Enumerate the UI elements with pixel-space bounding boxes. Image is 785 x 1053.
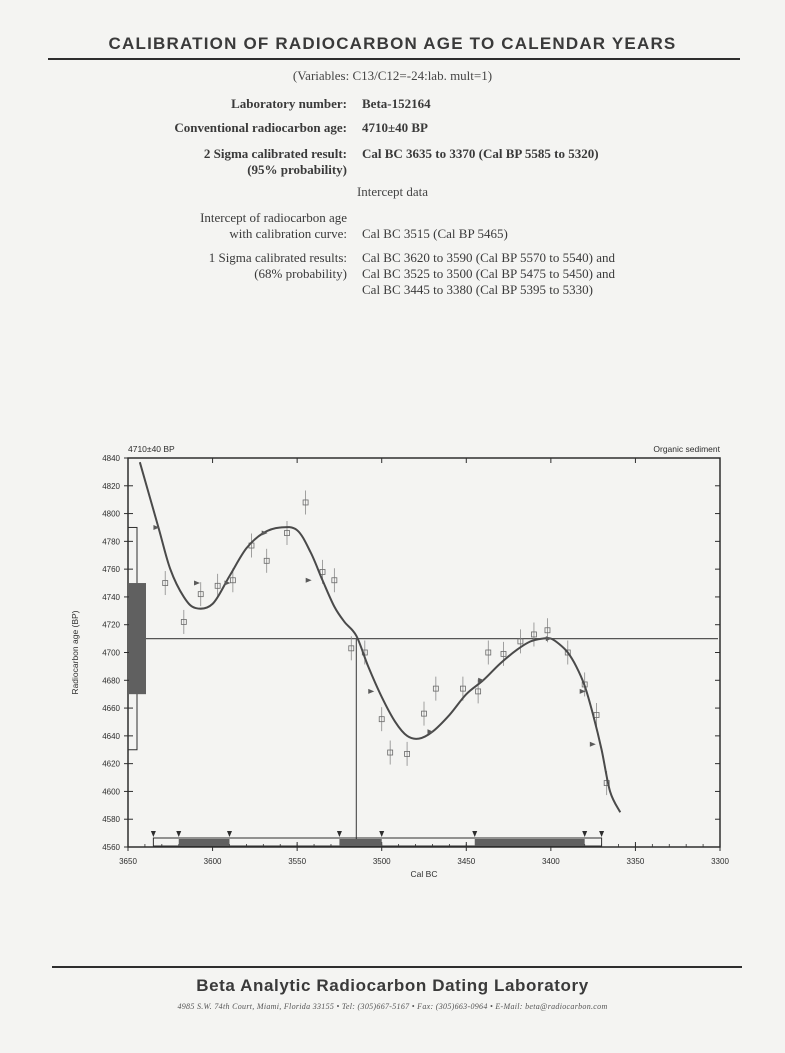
y-tick-label: 4780 — [102, 537, 120, 547]
x-tick-label: 3350 — [626, 857, 645, 866]
y-tick-label: 4700 — [102, 648, 120, 658]
x-tick-label: 3450 — [457, 857, 476, 866]
one-sigma-value-2: Cal BC 3525 to 3500 (Cal BP 5475 to 5450) and — [362, 266, 616, 281]
cal-1sigma-range — [475, 839, 585, 846]
range-marker — [379, 831, 384, 837]
range-marker — [582, 831, 587, 837]
x-tick-label: 3400 — [541, 857, 560, 866]
y-tick-label: 4680 — [102, 676, 120, 686]
page-title: CALIBRATION OF RADIOCARBON AGE TO CALENDAR YEARS — [108, 34, 677, 53]
curve-knot-marker — [546, 636, 552, 641]
intercept-value: Cal BC 3515 (Cal BP 5465) — [362, 226, 508, 241]
x-tick-label: 3500 — [372, 857, 391, 866]
curve-knot-marker — [194, 581, 200, 586]
x-axis-label: Cal BC — [410, 869, 438, 879]
range-marker — [337, 831, 342, 837]
lab-address: 4985 S.W. 74th Court, Miami, Florida 33155 • Tel: (305)667-5167 • Fax: (305)663-0964 • E-Mail: beta@radiocarbon.com — [177, 1002, 608, 1011]
range-marker — [599, 831, 604, 837]
y-tick-label: 4560 — [102, 843, 120, 852]
chart-frame-group — [124, 458, 720, 851]
cal-1sigma-range — [179, 839, 230, 846]
y-tick-label: 4600 — [102, 787, 120, 797]
curve-knot-marker — [590, 742, 596, 747]
footer-rule — [52, 966, 742, 968]
y-tick-label: 4720 — [102, 620, 120, 630]
y-tick-label: 4620 — [102, 759, 120, 769]
two-sigma-label: 2 Sigma calibrated result: — [203, 146, 347, 161]
two-sigma-probability: (95% probability) — [247, 162, 347, 177]
y-tick-label: 4580 — [102, 815, 120, 825]
one-sigma-probability: (68% probability) — [254, 266, 347, 281]
lab-number-value: Beta-152164 — [362, 96, 431, 111]
intercept-label-2: with calibration curve: — [229, 226, 347, 241]
y-tick-label: 4640 — [102, 731, 120, 741]
one-sigma-value-1: Cal BC 3620 to 3590 (Cal BP 5570 to 5540) and — [362, 250, 616, 265]
variables-text: (Variables: C13/C12=-24:lab. mult=1) — [292, 68, 493, 83]
range-marker — [227, 831, 232, 837]
x-tick-label: 3550 — [288, 857, 307, 866]
range-marker — [176, 831, 181, 837]
plot-frame — [128, 458, 720, 847]
conv-age-value: 4710±40 BP — [362, 120, 428, 135]
calibration-curve-group — [140, 462, 620, 812]
y-tick-label: 4800 — [102, 509, 120, 519]
conv-age-label: Conventional radiocarbon age: — [174, 120, 347, 135]
cal-1sigma-range — [339, 839, 381, 846]
y-tick-label: 4740 — [102, 592, 120, 602]
age-1sigma-box — [129, 583, 146, 694]
y-tick-label: 4840 — [102, 454, 120, 463]
y-tick-label: 4820 — [102, 481, 120, 491]
range-marker — [472, 831, 477, 837]
x-tick-label: 3600 — [203, 857, 222, 866]
lab-number-label: Laboratory number: — [231, 96, 347, 111]
y-tick-label: 4760 — [102, 565, 120, 575]
curve-knot-marker — [368, 689, 374, 694]
one-sigma-value-3: Cal BC 3445 to 3380 (Cal BP 5395 to 5330) — [362, 282, 593, 297]
chart-text-group — [70, 444, 729, 879]
x-tick-label: 3300 — [711, 857, 729, 866]
curve-knot-marker — [306, 578, 312, 583]
y-axis-label: Radiocarbon age (BP) — [70, 610, 80, 695]
y-tick-label: 4660 — [102, 704, 120, 714]
range-marker — [151, 831, 156, 837]
one-sigma-label: 1 Sigma calibrated results: — [208, 250, 347, 265]
lab-name: Beta Analytic Radiocarbon Dating Laboratory — [196, 976, 589, 995]
two-sigma-value: Cal BC 3635 to 3370 (Cal BP 5585 to 5320) — [362, 146, 599, 161]
chart-title-right: Organic sediment — [653, 444, 720, 454]
data-points-group — [163, 490, 609, 795]
intercept-heading: Intercept data — [356, 184, 429, 199]
chart-title-left: 4710±40 BP — [128, 444, 175, 454]
calibration-bands-group — [128, 527, 604, 846]
intercept-label-1: Intercept of radiocarbon age — [200, 210, 347, 225]
x-tick-label: 3650 — [119, 857, 137, 866]
